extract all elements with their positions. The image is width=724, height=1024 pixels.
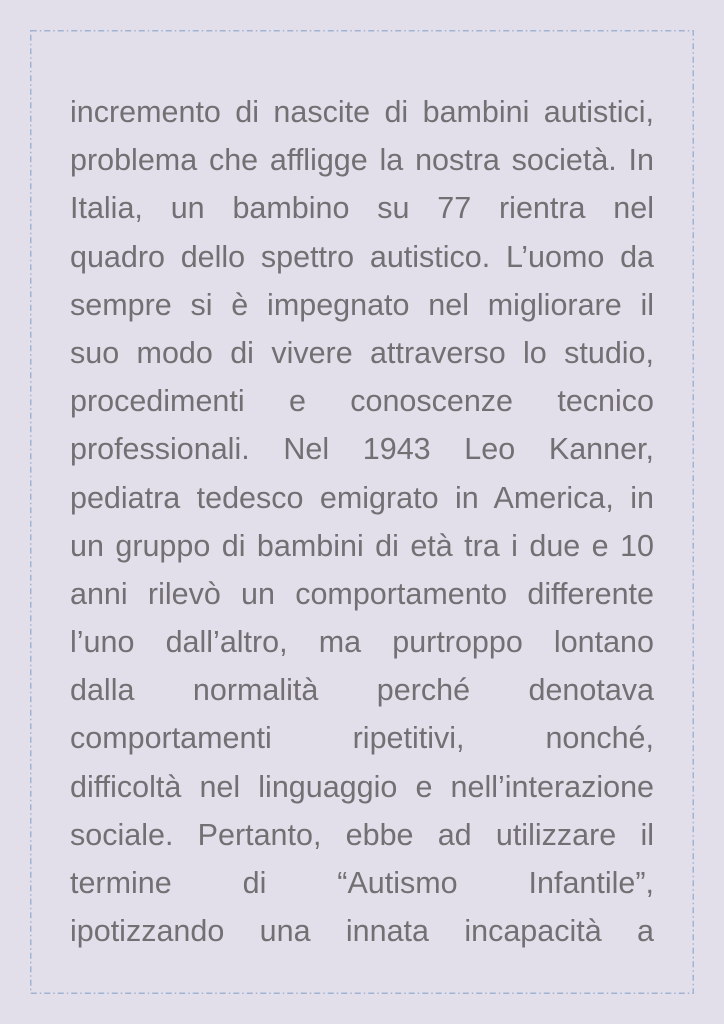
text-line: professionali. Nel 1943 Leo Kanner, [70,432,654,467]
text-line: suo modo di vivere attraverso lo studio, [70,335,654,370]
text-line: Italia, un bambino su 77 rientra nel [70,191,654,226]
text-line: sempre si è impegnato nel migliorare il [70,287,654,322]
text-line: termine di “Autismo Infantile”, [70,866,654,900]
text-line: un gruppo di bambini di età tra i due e 10 [70,528,654,563]
text-line: dalla normalità perché denotava [70,673,654,708]
text-line: comportamenti ripetitivi, nonché, [70,721,654,756]
body-paragraph [70,88,654,955]
text-line: problema che affligge la nostra società. In [70,143,654,178]
text-line: procedimenti e conoscenze tecnico [70,384,654,419]
text-line: incremento di nascite di bambini autistici, [70,95,654,129]
text-line: sociale. Pertanto, ebbe ad utilizzare il [70,817,654,852]
text-line: difficoltà nel linguaggio e nell’interazione [70,769,654,804]
text-line: ipotizzando una innata incapacità a [70,914,654,949]
text-line: quadro dello spettro autistico. L’uomo da [70,239,654,274]
text-line: pediatra tedesco emigrato in America, in [70,480,654,515]
text-line: l’uno dall’altro, ma purtroppo lontano [70,625,654,660]
text-line: anni rilevò un comportamento differente [70,576,654,611]
